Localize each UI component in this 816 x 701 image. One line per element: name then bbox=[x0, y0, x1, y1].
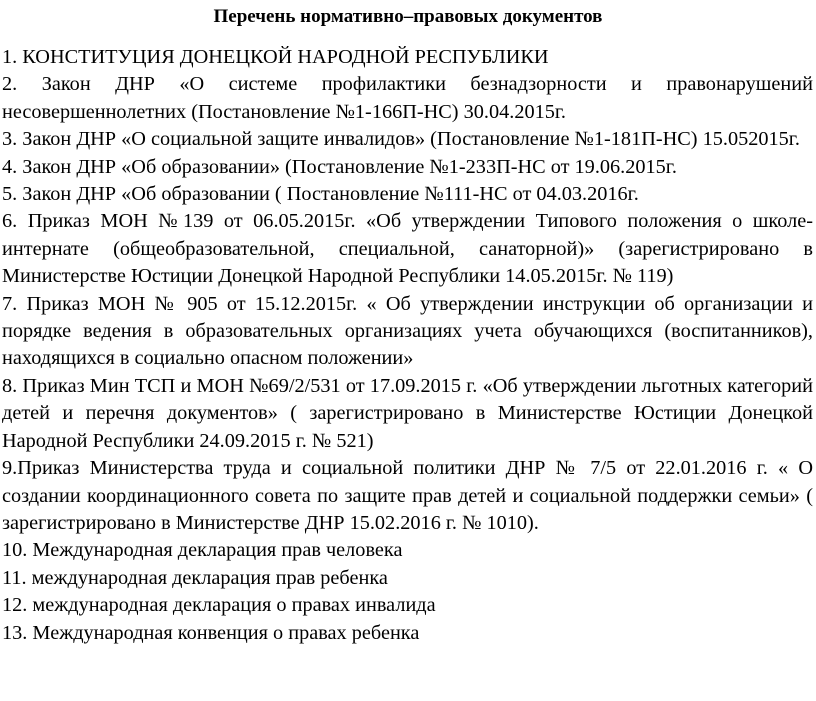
list-item-11: 11. международная декларация прав ребенка bbox=[2, 566, 388, 589]
list-item-13: 13. Международная конвенция о правах ребенка bbox=[2, 621, 420, 644]
list-item-12: 12. международная декларация о правах инвалида bbox=[2, 594, 436, 617]
document-list bbox=[2, 44, 813, 647]
list-item-1: 1. КОНСТИТУЦИЯ ДОНЕЦКОЙ НАРОДНОЙ РЕСПУБЛИКИ bbox=[2, 46, 549, 68]
list-item-3: 3. Закон ДНР «О социальной защите инвалидов» (Постановление №1-181П-НС) 15.052015г. bbox=[2, 128, 800, 151]
list-item-5: 5. Закон ДНР «Об образовании ( Постановление №111-НС от 04.03.2016г. bbox=[2, 183, 639, 206]
document-title: Перечень нормативно–правовых документов bbox=[213, 6, 603, 27]
list-item-6: 6. Приказ МОН №139 от 06.05.2015г. «Об утверждении Типового положения о школе-интернате (общеобразовательной, специальной, санаторной)» (зарегистрировано в Министерстве Юстиции Донецкой Народной Республики 14.05.2015г. № 119) bbox=[2, 210, 813, 288]
list-item-4: 4. Закон ДНР «Об образовании» (Постановление №1-233П-НС от 19.06.2015г. bbox=[2, 155, 677, 178]
list-item-7: 7. Приказ МОН № 905 от 15.12.2015г. « Об утверждении инструкции об организации и порядке ведения в образовательных организациях учета обучающихся (воспитанников), находящихся в социально опасном положении» bbox=[2, 292, 813, 370]
list-item-2: 2. Закон ДНР «О системе профилактики безнадзорности и правонарушений несовершеннолетних (Постановление №1-166П-НС) 30.04.2015г. bbox=[2, 73, 813, 123]
list-item-10: 10. Международная декларация прав человека bbox=[2, 539, 403, 562]
list-item-9: 9.Приказ Министерства труда и социальной политики ДНР № 7/5 от 22.01.2016 г. « О создании координационного совета по защите прав детей и социальной поддержки семьи» ( зарегистрировано в Министерстве ДНР 15.02.2016 г. № 1010). bbox=[2, 457, 813, 534]
list-item-8: 8. Приказ Мин ТСП и МОН №69/2/531 от 17.09.2015 г. «Об утверждении льготных категорий детей и перечня документов» ( зарегистрировано в Министерстве Юстиции Донецкой Народной Республики 24.09.2015 г. № 521) bbox=[2, 374, 813, 452]
